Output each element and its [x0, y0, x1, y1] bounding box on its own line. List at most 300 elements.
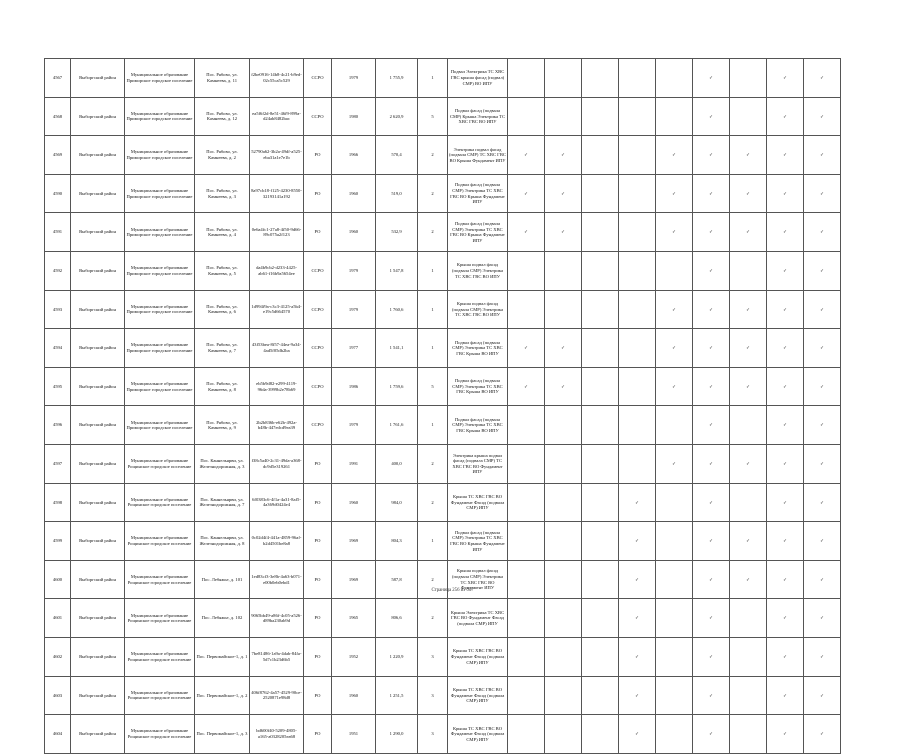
- check-mark-icon: ✓: [746, 152, 750, 158]
- table-row: [45, 59, 841, 98]
- object-code-cell: 8a97cb18-f125-4230-8550-32193141a192: [250, 174, 304, 213]
- work-check-cell: [545, 483, 582, 522]
- row-number: 4595: [45, 367, 71, 406]
- check-mark-icon: ✓: [709, 345, 713, 351]
- check-mark-icon: ✓: [635, 538, 639, 544]
- build-year-cell: 1960: [332, 213, 376, 252]
- check-mark-icon: ✓: [820, 113, 824, 119]
- work-check-cell: [693, 676, 730, 715]
- address-cell: Пос. Первомайское-1, д. 3: [195, 715, 250, 754]
- object-code-cell: 0e6a4fc1-27a8-4f50-9d66-89c075a2f123: [250, 213, 304, 252]
- check-mark-icon: ✓: [709, 229, 713, 235]
- work-check-cell: [656, 406, 693, 445]
- municipality-cell: Муниципальное образование Приморское городское поселение: [125, 367, 195, 406]
- work-check-cell: [804, 444, 841, 483]
- work-check-cell: [804, 522, 841, 561]
- work-check-cell: [619, 136, 656, 175]
- row-number: 4594: [45, 329, 71, 368]
- address-cell: Пос. Лебяжье, д. 101: [195, 560, 250, 599]
- district-cell: Выборгский район: [71, 59, 125, 98]
- address-cell: Пос. Рябово, ул. Камнеева, д. 12: [195, 97, 250, 136]
- works-list-cell: Крыша подвал фасад (подвала СМР) Электрика ТС ХВС ГВС ВО ИПУ: [448, 290, 508, 329]
- work-check-cell: [545, 174, 582, 213]
- work-check-cell: [508, 522, 545, 561]
- build-year-cell: 1960: [332, 174, 376, 213]
- work-check-cell: [730, 560, 767, 599]
- work-check-cell: [582, 599, 619, 638]
- work-check-cell: [656, 59, 693, 98]
- municipality-cell: Муниципальное образование Приморское городское поселение: [125, 213, 195, 252]
- area-cell: 519,0: [376, 174, 418, 213]
- work-check-cell: [656, 174, 693, 213]
- check-mark-icon: ✓: [746, 383, 750, 389]
- object-code-cell: bd600f40-5209-4805-a165-a0328205ea68: [250, 715, 304, 754]
- work-check-cell: [619, 213, 656, 252]
- check-mark-icon: ✓: [820, 422, 824, 428]
- work-check-cell: [693, 251, 730, 290]
- floors-cell: 3: [418, 637, 448, 676]
- check-mark-icon: ✓: [709, 190, 713, 196]
- check-mark-icon: ✓: [561, 190, 565, 196]
- check-mark-icon: ✓: [672, 229, 676, 235]
- table-row: [45, 406, 841, 445]
- build-year-cell: 1951: [332, 715, 376, 754]
- object-code-cell: 43f53bea-8f57-44ea-9a34-4ad5f05db2ba: [250, 329, 304, 368]
- check-mark-icon: ✓: [635, 653, 639, 659]
- check-mark-icon: ✓: [783, 267, 787, 273]
- district-cell: Выборгский район: [71, 136, 125, 175]
- object-code-cell: f2be0916-14b8-4c21-b9ed-02c55ca5c529: [250, 59, 304, 98]
- municipality-cell: Муниципальное образование Приморское городское поселение: [125, 59, 195, 98]
- work-check-cell: [508, 97, 545, 136]
- work-check-cell: [508, 637, 545, 676]
- build-year-cell: 1969: [332, 560, 376, 599]
- object-code-cell: 406f8762-4a57-4529-90ce-2520871e98d8: [250, 676, 304, 715]
- object-code-cell: 1d994f9a-c3c3-4125-a5b4-e19c5d664570: [250, 290, 304, 329]
- check-mark-icon: ✓: [820, 499, 824, 505]
- work-check-cell: [730, 251, 767, 290]
- work-check-cell: [619, 483, 656, 522]
- row-number: 4601: [45, 599, 71, 638]
- check-mark-icon: ✓: [709, 692, 713, 698]
- work-check-cell: [545, 599, 582, 638]
- municipality-cell: Муниципальное образование Рощинское городское поселение: [125, 599, 195, 638]
- works-list-cell: Крыша ТС ХВС ГВС ВО Фундамент Фасад (подвала СМР) ИПУ: [448, 637, 508, 676]
- work-check-cell: [656, 560, 693, 599]
- work-check-cell: [545, 329, 582, 368]
- works-list-cell: Подвал фасад (подвала СМР) Электрика ТС ХВС ГВС ВО Крыша Фундамент ИПУ: [448, 522, 508, 561]
- work-check-cell: [693, 367, 730, 406]
- work-check-cell: [730, 174, 767, 213]
- work-check-cell: [582, 676, 619, 715]
- check-mark-icon: ✓: [709, 267, 713, 273]
- floors-cell: 1: [418, 290, 448, 329]
- check-mark-icon: ✓: [820, 267, 824, 273]
- account-type-cell: РО: [304, 483, 332, 522]
- district-cell: Выборгский район: [71, 599, 125, 638]
- work-check-cell: [767, 251, 804, 290]
- work-check-cell: [767, 522, 804, 561]
- work-check-cell: [619, 444, 656, 483]
- work-check-cell: [693, 290, 730, 329]
- floors-cell: 2: [418, 483, 448, 522]
- check-mark-icon: ✓: [783, 383, 787, 389]
- work-check-cell: [619, 174, 656, 213]
- check-mark-icon: ✓: [820, 653, 824, 659]
- work-check-cell: [545, 444, 582, 483]
- work-check-cell: [619, 97, 656, 136]
- district-cell: Выборгский район: [71, 715, 125, 754]
- work-check-cell: [730, 97, 767, 136]
- work-check-cell: [656, 136, 693, 175]
- work-check-cell: [767, 715, 804, 754]
- check-mark-icon: ✓: [672, 190, 676, 196]
- works-list-cell: Электрика подвал фасад (подвала СМР) ТС ХВС ГВС ВО Крыша Фундамент ИПУ: [448, 136, 508, 175]
- check-mark-icon: ✓: [820, 692, 824, 698]
- address-cell: Пос. Рябово, ул. Камнеева, д. 5: [195, 251, 250, 290]
- work-check-cell: [582, 444, 619, 483]
- row-number: 4599: [45, 522, 71, 561]
- work-check-cell: [767, 483, 804, 522]
- build-year-cell: 1977: [332, 329, 376, 368]
- works-list-cell: Подвал фасад (подвала СМР) Электрика ТС ХВС ГВС ВО Крыша Фундамент ИПУ: [448, 174, 508, 213]
- municipality-cell: Муниципальное образование Рощинское городское поселение: [125, 637, 195, 676]
- work-check-cell: [767, 367, 804, 406]
- check-mark-icon: ✓: [783, 75, 787, 80]
- check-mark-icon: ✓: [783, 576, 787, 582]
- check-mark-icon: ✓: [783, 460, 787, 466]
- check-mark-icon: ✓: [820, 190, 824, 196]
- check-mark-icon: ✓: [524, 383, 528, 389]
- works-list-cell: Электрика крыша подвал фасад (подвала СМР) ТС ХВС ГВС ВО Фундамент ИПУ: [448, 444, 508, 483]
- work-check-cell: [804, 406, 841, 445]
- work-check-cell: [804, 367, 841, 406]
- check-mark-icon: ✓: [820, 615, 824, 621]
- work-check-cell: [508, 560, 545, 599]
- work-check-cell: [767, 213, 804, 252]
- build-year-cell: 1965: [332, 599, 376, 638]
- work-check-cell: [508, 251, 545, 290]
- address-cell: Пос. Рябово, ул. Камнеева, д. 4: [195, 213, 250, 252]
- account-type-cell: ССРО: [304, 251, 332, 290]
- account-type-cell: РО: [304, 444, 332, 483]
- object-code-cell: 1ed83cf3-3e8b-4a63-b071-e00b0eb0ebd1: [250, 560, 304, 599]
- check-mark-icon: ✓: [746, 345, 750, 351]
- check-mark-icon: ✓: [524, 152, 528, 158]
- work-check-cell: [804, 251, 841, 290]
- check-mark-icon: ✓: [709, 383, 713, 389]
- works-list-cell: Крыша ТС ХВС ГВС ВО Фундамент Фасад (подвала СМР) ИПУ: [448, 676, 508, 715]
- table-row: [45, 367, 841, 406]
- work-check-cell: [804, 136, 841, 175]
- table-row: [45, 676, 841, 715]
- works-list-cell: Подвал Электрика ТС ХВС ГВС крыша фасад (подвал) СМР) ВО ИПУ: [448, 59, 508, 98]
- work-check-cell: [804, 290, 841, 329]
- check-mark-icon: ✓: [820, 152, 824, 158]
- works-list-cell: Крыша ТС ХВС ГВС ВО Фундамент Фасад (подвала СМР) ИПУ: [448, 715, 508, 754]
- table-row: [45, 599, 841, 638]
- work-check-cell: [804, 483, 841, 522]
- district-cell: Выборгский район: [71, 406, 125, 445]
- account-type-cell: РО: [304, 522, 332, 561]
- address-cell: Пос. Каннельярви, ул. Железнодорожная, д. 8: [195, 522, 250, 561]
- area-cell: 587,8: [376, 560, 418, 599]
- area-cell: 1 290,0: [376, 715, 418, 754]
- work-check-cell: [656, 444, 693, 483]
- floors-cell: 2: [418, 213, 448, 252]
- work-check-cell: [730, 329, 767, 368]
- account-type-cell: РО: [304, 599, 332, 638]
- row-number: 4598: [45, 483, 71, 522]
- work-check-cell: [767, 97, 804, 136]
- table-row: [45, 560, 841, 599]
- work-check-cell: [545, 367, 582, 406]
- check-mark-icon: ✓: [746, 576, 750, 582]
- floors-cell: 1: [418, 329, 448, 368]
- build-year-cell: 1966: [332, 136, 376, 175]
- work-check-cell: [508, 290, 545, 329]
- account-type-cell: ССРО: [304, 367, 332, 406]
- work-check-cell: [767, 136, 804, 175]
- work-check-cell: [767, 329, 804, 368]
- work-check-cell: [656, 522, 693, 561]
- check-mark-icon: ✓: [709, 460, 713, 466]
- work-check-cell: [582, 406, 619, 445]
- work-check-cell: [804, 174, 841, 213]
- district-cell: Выборгский район: [71, 522, 125, 561]
- check-mark-icon: ✓: [672, 460, 676, 466]
- work-check-cell: [804, 329, 841, 368]
- table-row: [45, 136, 841, 175]
- area-cell: 1 547,8: [376, 251, 418, 290]
- row-number: 4592: [45, 251, 71, 290]
- table-row: [45, 329, 841, 368]
- floors-cell: 2: [418, 136, 448, 175]
- table-row: [45, 637, 841, 676]
- build-year-cell: 1979: [332, 290, 376, 329]
- work-check-cell: [619, 676, 656, 715]
- address-cell: Пос. Рябово, ул. Камнеева, д. 6: [195, 290, 250, 329]
- area-cell: 804,3: [376, 522, 418, 561]
- object-code-cell: 2b2b836b-e62b-492a-b48b-447edcd9ea39: [250, 406, 304, 445]
- row-number: 4590: [45, 174, 71, 213]
- work-check-cell: [730, 367, 767, 406]
- object-code-cell: 52790a62-3b2a-49df-a525-eba31a1e7e1b: [250, 136, 304, 175]
- check-mark-icon: ✓: [746, 538, 750, 544]
- check-mark-icon: ✓: [635, 731, 639, 737]
- address-cell: Пос. Рябово, ул. Камнеева, д. 2: [195, 136, 250, 175]
- municipality-cell: Муниципальное образование Рощинское городское поселение: [125, 522, 195, 561]
- check-mark-icon: ✓: [709, 538, 713, 544]
- work-check-cell: [582, 97, 619, 136]
- work-check-cell: [656, 367, 693, 406]
- work-check-cell: [582, 251, 619, 290]
- work-check-cell: [730, 483, 767, 522]
- work-check-cell: [545, 676, 582, 715]
- work-check-cell: [582, 329, 619, 368]
- municipality-cell: Муниципальное образование Рощинское городское поселение: [125, 715, 195, 754]
- check-mark-icon: ✓: [783, 422, 787, 428]
- work-check-cell: [804, 97, 841, 136]
- work-check-cell: [656, 213, 693, 252]
- work-check-cell: [730, 213, 767, 252]
- check-mark-icon: ✓: [820, 75, 824, 80]
- work-check-cell: [545, 251, 582, 290]
- floors-cell: 2: [418, 560, 448, 599]
- district-cell: Выборгский район: [71, 97, 125, 136]
- works-list-cell: Крыша подвал фасад (подвала СМР) Электрика ТС ХВС ГВС ВО ИПУ: [448, 251, 508, 290]
- works-list-cell: Подвал фасад (подвала СМР) Крыша Электрика ТС ХВС ГВС ВО ИПУ: [448, 97, 508, 136]
- work-check-cell: [730, 715, 767, 754]
- table-row: [45, 251, 841, 290]
- row-number: 4591: [45, 213, 71, 252]
- municipality-cell: Муниципальное образование Рощинское городское поселение: [125, 444, 195, 483]
- check-mark-icon: ✓: [635, 615, 639, 621]
- row-number: 4568: [45, 97, 71, 136]
- register-table: [44, 58, 841, 754]
- address-cell: Пос. Рябово, ул. Камнеева, д. 8: [195, 367, 250, 406]
- floors-cell: 2: [418, 599, 448, 638]
- work-check-cell: [767, 637, 804, 676]
- work-check-cell: [693, 136, 730, 175]
- check-mark-icon: ✓: [709, 75, 713, 80]
- table-row: [45, 97, 841, 136]
- work-check-cell: [656, 599, 693, 638]
- address-cell: Пос. Каннельярви, ул. Железнодорожная, д. 7: [195, 483, 250, 522]
- work-check-cell: [693, 406, 730, 445]
- work-check-cell: [508, 599, 545, 638]
- work-check-cell: [693, 483, 730, 522]
- check-mark-icon: ✓: [820, 731, 824, 737]
- municipality-cell: Муниципальное образование Приморское городское поселение: [125, 97, 195, 136]
- account-type-cell: ССРО: [304, 329, 332, 368]
- check-mark-icon: ✓: [672, 152, 676, 158]
- works-list-cell: Подвал фасад (подвала СМР) Электрика ТС ХВС ГВС Крыша ВО ИПУ: [448, 367, 508, 406]
- district-cell: Выборгский район: [71, 174, 125, 213]
- work-check-cell: [693, 59, 730, 98]
- account-type-cell: ССРО: [304, 290, 332, 329]
- work-check-cell: [767, 290, 804, 329]
- work-check-cell: [730, 637, 767, 676]
- check-mark-icon: ✓: [561, 229, 565, 235]
- work-check-cell: [804, 560, 841, 599]
- row-number: 4569: [45, 136, 71, 175]
- check-mark-icon: ✓: [672, 306, 676, 312]
- account-type-cell: РО: [304, 715, 332, 754]
- work-check-cell: [656, 329, 693, 368]
- object-code-cell: 6f0383c6-4f1a-4a31-8af5-4a369d0424e4: [250, 483, 304, 522]
- table-row: [45, 715, 841, 754]
- area-cell: 2 620,9: [376, 97, 418, 136]
- object-code-cell: 0c02d4f4-441a-4859-96af-b2d4501be8a8: [250, 522, 304, 561]
- area-cell: 570,4: [376, 136, 418, 175]
- work-check-cell: [730, 676, 767, 715]
- work-check-cell: [508, 715, 545, 754]
- account-type-cell: РО: [304, 676, 332, 715]
- work-check-cell: [582, 213, 619, 252]
- check-mark-icon: ✓: [709, 499, 713, 505]
- work-check-cell: [508, 676, 545, 715]
- check-mark-icon: ✓: [783, 615, 787, 621]
- check-mark-icon: ✓: [783, 152, 787, 158]
- work-check-cell: [693, 213, 730, 252]
- check-mark-icon: ✓: [820, 538, 824, 544]
- object-code-cell: ea5f6f2d-8e51-46f9-899a-d24ab8482bac: [250, 97, 304, 136]
- build-year-cell: 1980: [332, 97, 376, 136]
- work-check-cell: [508, 483, 545, 522]
- work-check-cell: [730, 444, 767, 483]
- work-check-cell: [767, 59, 804, 98]
- check-mark-icon: ✓: [635, 692, 639, 698]
- build-year-cell: 1986: [332, 367, 376, 406]
- work-check-cell: [619, 715, 656, 754]
- municipality-cell: Муниципальное образование Приморское городское поселение: [125, 174, 195, 213]
- check-mark-icon: ✓: [783, 113, 787, 119]
- check-mark-icon: ✓: [709, 152, 713, 158]
- work-check-cell: [545, 637, 582, 676]
- work-check-cell: [693, 522, 730, 561]
- district-cell: Выборгский район: [71, 444, 125, 483]
- row-number: 4597: [45, 444, 71, 483]
- check-mark-icon: ✓: [783, 653, 787, 659]
- work-check-cell: [545, 560, 582, 599]
- check-mark-icon: ✓: [635, 576, 639, 582]
- table-row: [45, 444, 841, 483]
- check-mark-icon: ✓: [820, 306, 824, 312]
- area-cell: 1 759,6: [376, 367, 418, 406]
- area-cell: 1 761,6: [376, 406, 418, 445]
- build-year-cell: 1969: [332, 522, 376, 561]
- work-check-cell: [619, 59, 656, 98]
- build-year-cell: 1960: [332, 676, 376, 715]
- work-check-cell: [656, 676, 693, 715]
- check-mark-icon: ✓: [709, 615, 713, 621]
- check-mark-icon: ✓: [709, 113, 713, 119]
- row-number: 4600: [45, 560, 71, 599]
- check-mark-icon: ✓: [746, 229, 750, 235]
- row-number: 4567: [45, 59, 71, 98]
- check-mark-icon: ✓: [783, 538, 787, 544]
- row-number: 4603: [45, 676, 71, 715]
- floors-cell: 5: [418, 97, 448, 136]
- table-row: [45, 290, 841, 329]
- table-body: [45, 59, 841, 754]
- floors-cell: 1: [418, 251, 448, 290]
- area-cell: 1 220,9: [376, 637, 418, 676]
- work-check-cell: [693, 329, 730, 368]
- check-mark-icon: ✓: [635, 499, 639, 505]
- work-check-cell: [508, 329, 545, 368]
- check-mark-icon: ✓: [820, 460, 824, 466]
- works-list-cell: Крыша подвал фасад (подвала СМР) Электрика ТС ХВС ГВС ВО Фундамент ИПУ: [448, 560, 508, 599]
- row-number: 4602: [45, 637, 71, 676]
- floors-cell: 3: [418, 715, 448, 754]
- municipality-cell: Муниципальное образование Рощинское городское поселение: [125, 560, 195, 599]
- check-mark-icon: ✓: [709, 306, 713, 312]
- page-footer: Страница 256 из 637: [431, 588, 474, 593]
- table-row: [45, 174, 841, 213]
- check-mark-icon: ✓: [709, 422, 713, 428]
- check-mark-icon: ✓: [672, 345, 676, 351]
- area-cell: 400,0: [376, 444, 418, 483]
- work-check-cell: [582, 560, 619, 599]
- address-cell: Пос. Первомайское-1, д. 1: [195, 637, 250, 676]
- work-check-cell: [619, 637, 656, 676]
- work-check-cell: [693, 560, 730, 599]
- check-mark-icon: ✓: [820, 576, 824, 582]
- floors-cell: 3: [418, 676, 448, 715]
- work-check-cell: [619, 522, 656, 561]
